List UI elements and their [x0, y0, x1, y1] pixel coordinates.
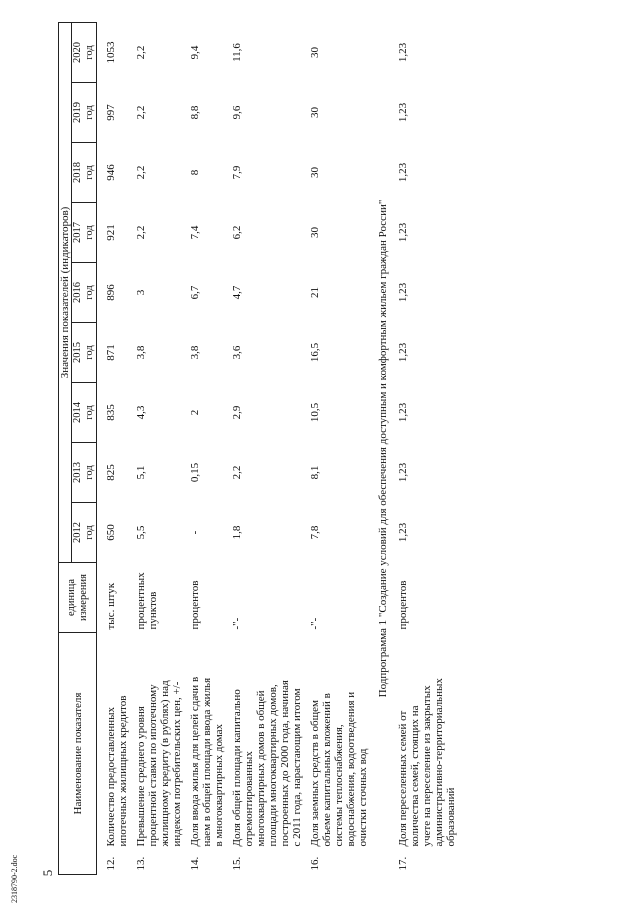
row-number: 12. — [105, 856, 117, 871]
indicator-name — [231, 642, 303, 847]
year-header — [72, 22, 97, 82]
value-cell: 2,2 — [135, 45, 147, 60]
table-row — [183, 22, 225, 874]
indicator-name-cell — [391, 633, 457, 875]
value-cell: 0,15 — [189, 462, 201, 483]
year-suffix: год — [84, 345, 95, 360]
line: образований — [445, 787, 457, 847]
line: -"- — [309, 617, 321, 630]
value-cell: 871 — [105, 344, 117, 361]
unit-cell — [97, 563, 130, 633]
value-cell: 10,5 — [309, 402, 321, 423]
value-cell: 650 — [105, 524, 117, 541]
value-cell: 835 — [105, 404, 117, 421]
value-cell: 1,23 — [397, 282, 409, 303]
row-number: 14. — [189, 856, 201, 871]
table-row — [225, 22, 303, 874]
line: многоквартирных домов в общей — [255, 690, 267, 847]
unit-cell — [303, 563, 369, 633]
year-header — [72, 263, 97, 323]
indicator-name-cell — [183, 633, 225, 875]
line: Доля заемных средств в общем — [309, 700, 321, 847]
value-cell: 7,8 — [309, 525, 321, 540]
indicator-name — [189, 642, 225, 847]
line: процентов — [397, 580, 409, 630]
indicator-name — [309, 642, 369, 847]
value-cell: 2 — [189, 409, 201, 416]
line: тыс. штук — [105, 582, 117, 630]
value-cell: 1,23 — [397, 222, 409, 243]
line: пунктов — [147, 591, 159, 630]
year-header — [72, 203, 97, 263]
indicator-name-cell — [303, 633, 369, 875]
line: ипотечных жилищных кредитов — [117, 695, 129, 847]
value-cell: 30 — [309, 167, 321, 178]
values-header: Значения показателей (индикаторов) — [59, 22, 72, 562]
year-suffix: год — [84, 105, 95, 120]
value-cell: 30 — [309, 227, 321, 238]
value-cell: 9,4 — [189, 45, 201, 60]
year-header — [72, 383, 97, 443]
line: Количество предоставленных — [105, 706, 117, 847]
value-cell: 8 — [189, 169, 201, 176]
table-body — [97, 22, 458, 874]
value-cell: 2,9 — [231, 405, 243, 420]
line: процентной ставки по ипотечному — [147, 684, 159, 847]
indicator-name-cell — [129, 633, 183, 875]
year-header — [72, 143, 97, 203]
line: площади многоквартирных домов, — [267, 684, 279, 847]
value-cell: 1053 — [105, 41, 117, 64]
year-header — [72, 323, 97, 383]
value-cell: 1,23 — [397, 342, 409, 363]
year-number: 2013 — [72, 462, 83, 483]
value-cell: 997 — [105, 104, 117, 121]
year-number: 2016 — [72, 282, 83, 303]
line: процентных — [135, 572, 147, 630]
unit-header: единица измерения — [59, 563, 97, 633]
unit-cell — [129, 563, 183, 633]
section-title: Подпрограмма 1 "Создание условий для обеспечения доступным и комфортным жильем граждан России" — [377, 199, 389, 698]
year-suffix: год — [84, 225, 95, 240]
value-cell: 6,2 — [231, 225, 243, 240]
value-cell: 11,6 — [231, 43, 243, 62]
year-number: 2014 — [72, 402, 83, 423]
value-cell: 16,5 — [309, 342, 321, 363]
value-cell: 2,2 — [135, 105, 147, 120]
value-cell: 3,8 — [189, 345, 201, 360]
value-cell: 1,23 — [397, 102, 409, 123]
year-header — [72, 83, 97, 143]
file-code: 2318790-2.doc — [10, 854, 19, 903]
table-row — [97, 22, 130, 874]
year-number: 2012 — [72, 522, 83, 543]
value-cell: 1,23 — [397, 402, 409, 423]
line: Доля ввода жилья для целей сдачи в — [189, 676, 201, 847]
value-cell: 3,8 — [135, 345, 147, 360]
line: водоснабжения, водоотведения и — [345, 691, 357, 847]
table-row — [129, 22, 183, 874]
indicator-name-cell — [225, 633, 303, 875]
year-number: 2020 — [72, 41, 83, 63]
line: в многоквартирных домах — [213, 723, 225, 847]
indicator-name — [397, 642, 457, 847]
year-suffix: год — [84, 525, 95, 540]
line: отремонтированных — [243, 751, 255, 847]
value-cell: 1,23 — [397, 462, 409, 483]
line: Доля переселенных семей от — [397, 710, 409, 847]
row-number: 16. — [309, 856, 321, 871]
value-cell: 5,1 — [135, 465, 147, 480]
value-cell: 30 — [309, 46, 321, 58]
line: Превышение среднего уровня — [135, 706, 147, 847]
value-cell: 21 — [309, 287, 321, 298]
line: очистки сточных вод — [357, 748, 369, 847]
value-cell: 30 — [309, 107, 321, 118]
value-cell: 946 — [105, 164, 117, 181]
value-cell: 1,23 — [397, 522, 409, 543]
value-cell: 1,23 — [397, 42, 409, 63]
line: наем в общей площади ввода жилья — [201, 677, 213, 847]
value-cell: 3 — [135, 289, 147, 296]
line: с 2011 года, нарастающим итогом — [291, 688, 303, 847]
page-number: 5 — [40, 869, 55, 877]
value-cell: 8,8 — [189, 105, 201, 120]
value-cell: 8,1 — [309, 465, 321, 480]
section-row — [369, 22, 391, 874]
line: индексом потребительских цен, +/- — [171, 681, 183, 847]
unit-cell — [225, 563, 303, 633]
year-suffix: год — [84, 45, 95, 60]
value-cell: 6,7 — [189, 285, 201, 300]
row-number: 15. — [231, 856, 243, 871]
year-suffix: год — [84, 165, 95, 180]
value-cell: 9,6 — [231, 105, 243, 120]
year-number: 2019 — [72, 102, 83, 123]
value-cell: 2,2 — [135, 165, 147, 180]
value-cell: 7,4 — [189, 225, 201, 240]
year-suffix: год — [84, 285, 95, 300]
indicator-name — [135, 642, 183, 847]
line: системы теплоснабжения, — [333, 724, 345, 847]
line: процентов — [189, 580, 201, 630]
value-cell: 825 — [105, 464, 117, 481]
row-number: 17. — [397, 856, 409, 871]
table-header — [59, 22, 97, 874]
value-cell: 5,5 — [135, 525, 147, 540]
value-cell: 1,23 — [397, 162, 409, 183]
value-cell: 4,3 — [135, 405, 147, 420]
unit-cell — [183, 563, 225, 633]
line: жилищному кредиту (в рублях) над — [159, 680, 171, 847]
table-row — [391, 22, 457, 874]
row-number: 13. — [135, 856, 147, 871]
value-cell: 896 — [105, 284, 117, 301]
value-cell: 4,7 — [231, 285, 243, 300]
year-header — [72, 443, 97, 503]
value-cell: 2,2 — [135, 225, 147, 240]
year-suffix: год — [84, 465, 95, 480]
name-header: Наименование показателя — [59, 633, 97, 875]
line: количества семей, стоящих на — [409, 705, 421, 847]
value-cell: 921 — [105, 224, 117, 241]
value-cell: 2,2 — [231, 465, 243, 480]
year-number: 2017 — [72, 222, 83, 243]
table-row — [303, 22, 369, 874]
value-cell: 7,9 — [231, 165, 243, 180]
year-suffix: год — [84, 405, 95, 420]
line: -"- — [231, 617, 243, 630]
indicator-name — [105, 642, 129, 847]
line: построенных до 2000 года, начиная — [279, 680, 291, 847]
value-cell: 1,8 — [231, 525, 243, 540]
year-number: 2018 — [72, 162, 83, 183]
line: учете на переселение из закрытых — [421, 685, 433, 847]
year-header — [72, 503, 97, 563]
value-cell: 3,6 — [231, 345, 243, 360]
unit-cell — [391, 563, 457, 633]
year-number: 2015 — [72, 342, 83, 363]
indicators-table — [58, 22, 457, 875]
line: Доля общей площади капитально — [231, 689, 243, 847]
line: объеме капитальных вложений в — [321, 693, 333, 847]
line: административно-территориальных — [433, 678, 445, 847]
indicator-name-cell — [97, 633, 130, 875]
value-cell: - — [189, 530, 201, 535]
